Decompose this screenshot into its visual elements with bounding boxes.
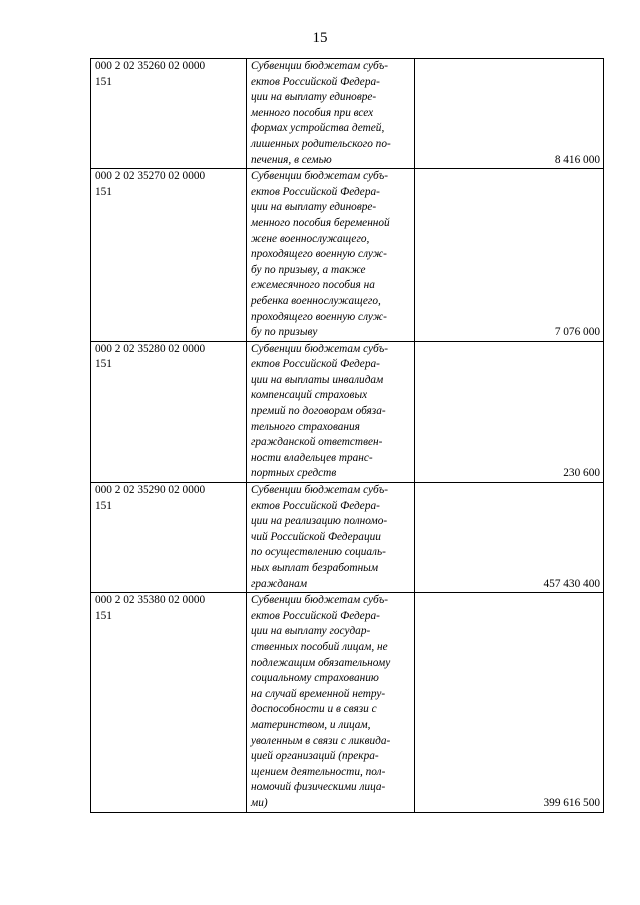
budget-code: 000 2 02 35280 02 0000 151	[95, 342, 206, 371]
budget-code: 000 2 02 35270 02 0000 151	[95, 170, 206, 198]
budget-code-cell	[91, 483, 247, 593]
budget-code: 000 2 02 35290 02 0000 151	[95, 484, 206, 512]
amount-cell: 7 076 000	[415, 169, 604, 342]
description-text: Субвенции бюджетам субъ- ектов Российской Федера- ции на выплату единовре- менного пособия при всех формах устройства детей, лишенных родительского по- печения, в семью	[251, 60, 391, 166]
table-row	[91, 59, 604, 169]
budget-code-cell	[91, 169, 247, 342]
description-text: Субвенции бюджетам субъ- ектов Российской Федера- ции на выплаты инвалидам компенсаций страховых премий по договорам обяза- тельного страхования гражданской ответствен- ности владельцев транс- портных средств	[251, 342, 389, 480]
description-cell	[247, 59, 415, 169]
description-text: Субвенции бюджетам субъ- ектов Российской Федера- ции на выплату единовре- менного пособия беременной жене военнослужащего, проходящего военную служ- бу по призыву, а также ежемесячного пособия на ребенка военнослужащего, проходящего военную служ- бу по призыву	[251, 170, 390, 339]
amount-cell: 399 616 500	[415, 593, 604, 812]
budget-code: 000 2 02 35380 02 0000 151	[95, 594, 206, 622]
table-row	[91, 169, 604, 342]
budget-code-cell	[91, 341, 247, 482]
budget-code-cell	[91, 593, 247, 812]
description-text: Субвенции бюджетам субъ- ектов Российской Федера- ции на выплату государ- ственных пособий лицам, не подлежащим обязательному социальному страхованию на случай временной нетру- доспособности и в связи с материнством, и лицам, уволенным в связи с ликвида- цией организаций (прекра- щением деятельности, пол- номочий физическими лица- ми)	[251, 594, 391, 809]
amount-cell: 230 600	[415, 341, 604, 482]
description-cell	[247, 169, 415, 342]
table-row	[91, 593, 604, 812]
amount-cell: 8 416 000	[415, 59, 604, 169]
budget-table	[90, 58, 604, 813]
amount-cell: 457 430 400	[415, 483, 604, 593]
table-row	[91, 483, 604, 593]
description-cell	[247, 483, 415, 593]
description-cell	[247, 593, 415, 812]
budget-code-cell	[91, 59, 247, 169]
budget-code: 000 2 02 35260 02 0000 151	[95, 60, 206, 88]
page-number: 15	[312, 30, 328, 46]
table-row	[91, 341, 604, 482]
description-cell	[247, 341, 415, 482]
description-text: Субвенции бюджетам субъ- ектов Российской Федера- ции на реализацию полномо- чий Российской Федерации по осуществлению социаль- ных выплат безработным гражданам	[251, 484, 389, 590]
